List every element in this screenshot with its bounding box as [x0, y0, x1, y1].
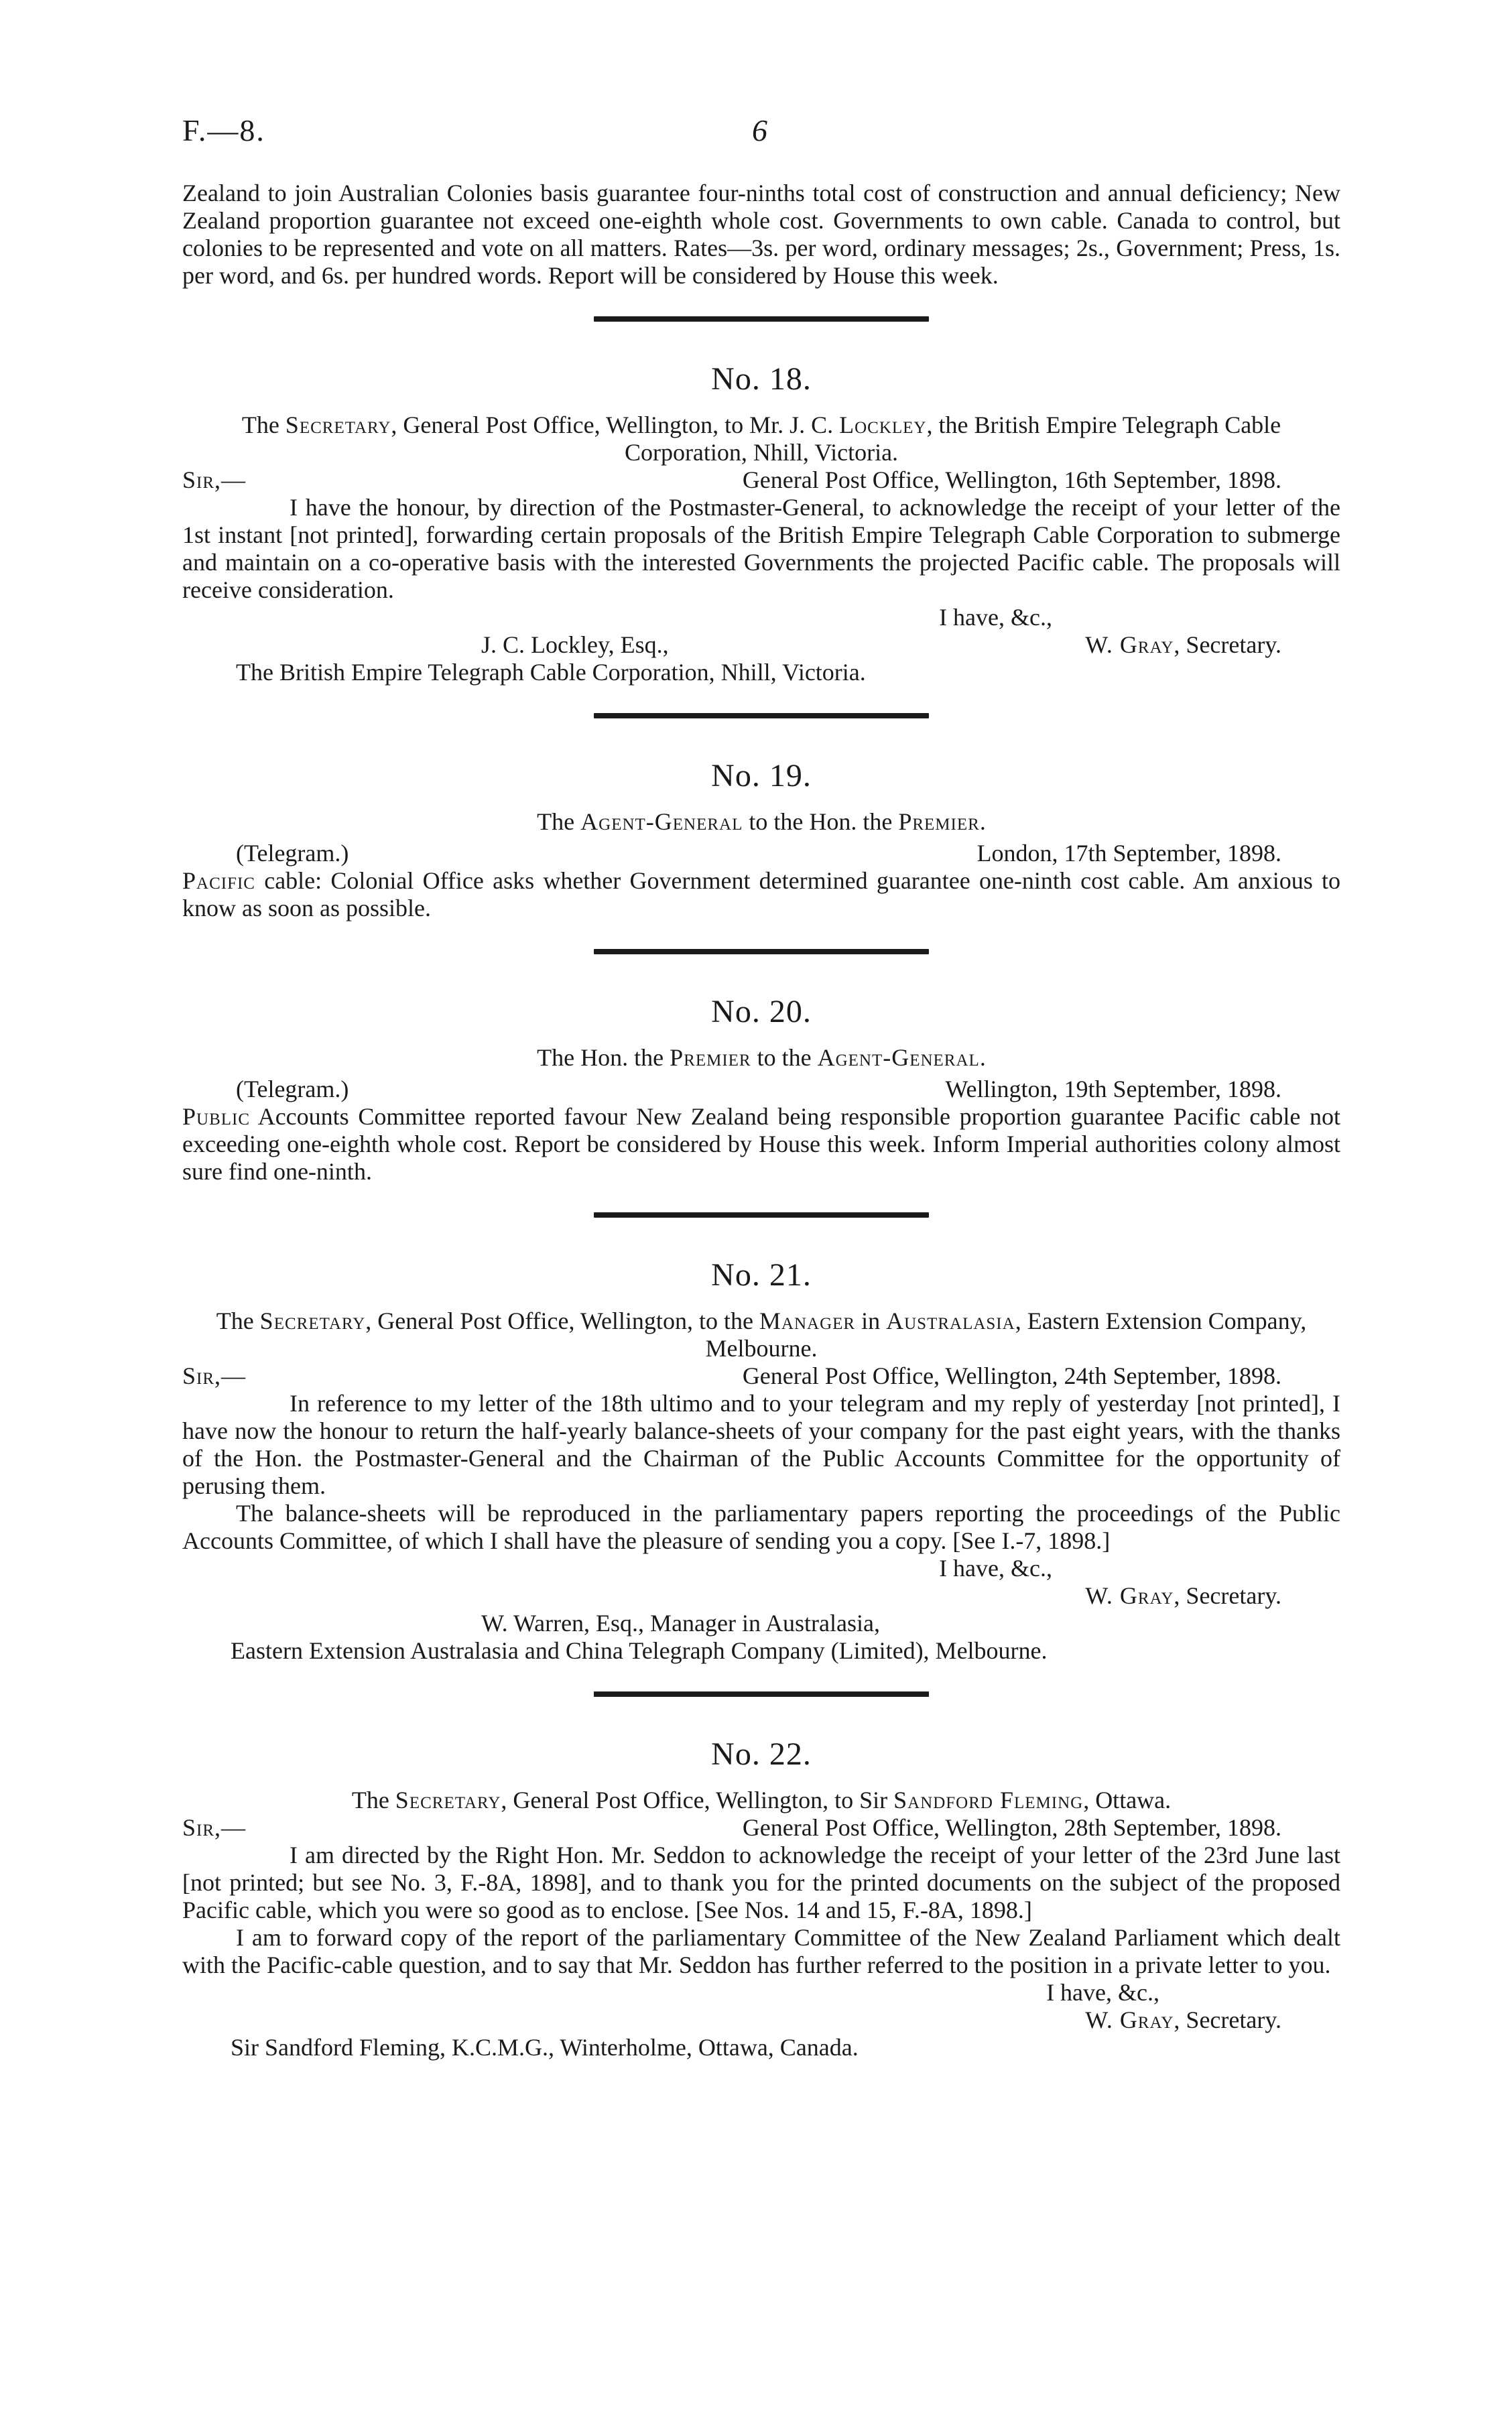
salutation: Sir,— [182, 466, 247, 493]
salutation: Sir,— [182, 1362, 247, 1389]
place-date: General Post Office, Wellington, 28th September, 1898. [742, 1814, 1281, 1841]
document-number: No. 22. [711, 1736, 812, 1772]
page-number: 6 [752, 113, 767, 147]
telegram-label: (Telegram.) [236, 1076, 349, 1102]
letter-body-paragraph: In reference to my letter of the 18th ultimo and to your telegram and my reply of yesterday [not printed], I have now the honour to return the half-yearly balance-sheets of your company for the past eight years, with the thanks of the Hon. the Postmaster-General and the Chairman of the Public Accounts Committee for the opportunity of perusing them. [182, 1390, 1340, 1499]
signature: W. Gray, Secretary. [1085, 631, 1281, 658]
document-number: No. 19. [711, 758, 812, 793]
telegram-heading: The Agent-General to the Hon. the Premier. [537, 808, 986, 835]
signature: W. Gray, Secretary. [1085, 1582, 1281, 1609]
document-number: No. 18. [711, 361, 812, 397]
telegram-meta-row [182, 840, 1340, 867]
addressee-name: Sir Sandford Fleming, K.C.M.G., Winterholme, Ottawa, Canada. [231, 2034, 859, 2061]
letter-heading: The Secretary, General Post Office, Wellington, to Mr. J. C. Lockley, the British Empire Telegraph Cable Corporation, Nhill, Victoria. [241, 411, 1281, 466]
page-content [182, 180, 1340, 2061]
telegram-meta-row [182, 1076, 1340, 1103]
document-number: No. 20. [711, 994, 812, 1029]
addressee-name: J. C. Lockley, Esq., [481, 631, 669, 658]
letter-heading: The Secretary, General Post Office, Wellington, to Sir Sandford Fleming, Ottawa. [351, 1787, 1172, 1813]
section-divider [182, 1665, 1340, 1736]
telegram-heading: The Hon. the Premier to the Agent-General. [537, 1044, 986, 1071]
closing: I have, &c., [1046, 1979, 1159, 2006]
telegram-body: Public Accounts Committee reported favour New Zealand being responsible proportion guarantee Pacific cable not exceeding one-eighth whole cost. Report be considered by House this week. Inform Imperial authorities colony almost sure find one-ninth. [182, 1103, 1340, 1185]
letter-heading: The Secretary, General Post Office, Wellington, to the Manager in Australasia, Eastern Extension Company, Melbourne. [216, 1307, 1307, 1362]
document-reference: F.—8. [182, 113, 265, 147]
place-date: General Post Office, Wellington, 16th September, 1898. [742, 466, 1281, 493]
addressee-address: Eastern Extension Australasia and China Telegraph Company (Limited), Melbourne. [231, 1637, 1048, 1664]
section-divider [182, 1186, 1340, 1257]
telegram-no-19 [182, 757, 1340, 922]
section-divider [182, 686, 1340, 757]
section-divider [182, 922, 1340, 993]
salutation-row [182, 1814, 1340, 1842]
closing: I have, &c., [939, 1555, 1052, 1582]
addressee-address: The British Empire Telegraph Cable Corporation, Nhill, Victoria. [236, 659, 866, 686]
telegram-no-20 [182, 993, 1340, 1186]
salutation: Sir,— [182, 1814, 247, 1841]
place-date: Wellington, 19th September, 1898. [945, 1076, 1281, 1102]
telegram-body: Pacific cable: Colonial Office asks whether Government determined guarantee one-ninth cost cable. Am anxious to know as soon as possible. [182, 867, 1340, 921]
salutation-row [182, 466, 1340, 494]
place-date: London, 17th September, 1898. [976, 840, 1281, 867]
letter-no-21 [182, 1257, 1340, 1665]
page-header [0, 0, 1512, 161]
letter-body-paragraph: I am to forward copy of the report of the parliamentary Committee of the New Zealand Parliament which dealt with the Pacific-cable question, and to say that Mr. Seddon has further referred to the position in a private letter to you. [182, 1924, 1340, 1978]
letter-no-22 [182, 1736, 1340, 2061]
letter-body-paragraph: The balance-sheets will be reproduced in the parliamentary papers reporting the proceedings of the Public Accounts Committee, of which I shall have the pleasure of sending you a copy. [See I.-7, 1898.] [182, 1500, 1340, 1554]
document-number: No. 21. [711, 1257, 812, 1293]
letter-body: I have the honour, by direction of the Postmaster-General, to acknowledge the receipt of your letter of the 1st instant [not printed], forwarding certain proposals of the British Empire Telegraph Cable Corporation to submerge and maintain on a co-operative basis with the interested Governments the projected Pacific cable. The proposals will receive consideration. [182, 494, 1340, 603]
telegram-label: (Telegram.) [236, 840, 349, 867]
addressee-name: W. Warren, Esq., Manager in Australasia, [481, 1610, 880, 1637]
closing: I have, &c., [939, 604, 1052, 631]
salutation-row [182, 1362, 1340, 1390]
intro-paragraph: Zealand to join Australian Colonies basis guarantee four-ninths total cost of construction and annual deficiency; New Zealand proportion guarantee not exceed one-eighth whole cost. Governments to own cable. Canada to control, but colonies to be represented and vote on all matters. Rates—3s. per word, ordinary messages; 2s., Government; Press, 1s. per word, and 6s. per hundred words. Report will be considered by House this week. [182, 180, 1340, 289]
section-divider [182, 290, 1340, 361]
letter-no-18 [182, 361, 1340, 686]
place-date: General Post Office, Wellington, 24th September, 1898. [742, 1362, 1281, 1389]
addressee-signature-row [182, 631, 1340, 659]
letter-body-paragraph: I am directed by the Right Hon. Mr. Seddon to acknowledge the receipt of your letter of the 23rd June last [not printed; but see No. 3, F.-8A, 1898], and to thank you for the printed documents on the subject of the proposed Pacific cable, which you were so good as to enclose. [See Nos. 14 and 15, F.-8A, 1898.] [182, 1842, 1340, 1923]
signature: W. Gray, Secretary. [1085, 2006, 1281, 2033]
